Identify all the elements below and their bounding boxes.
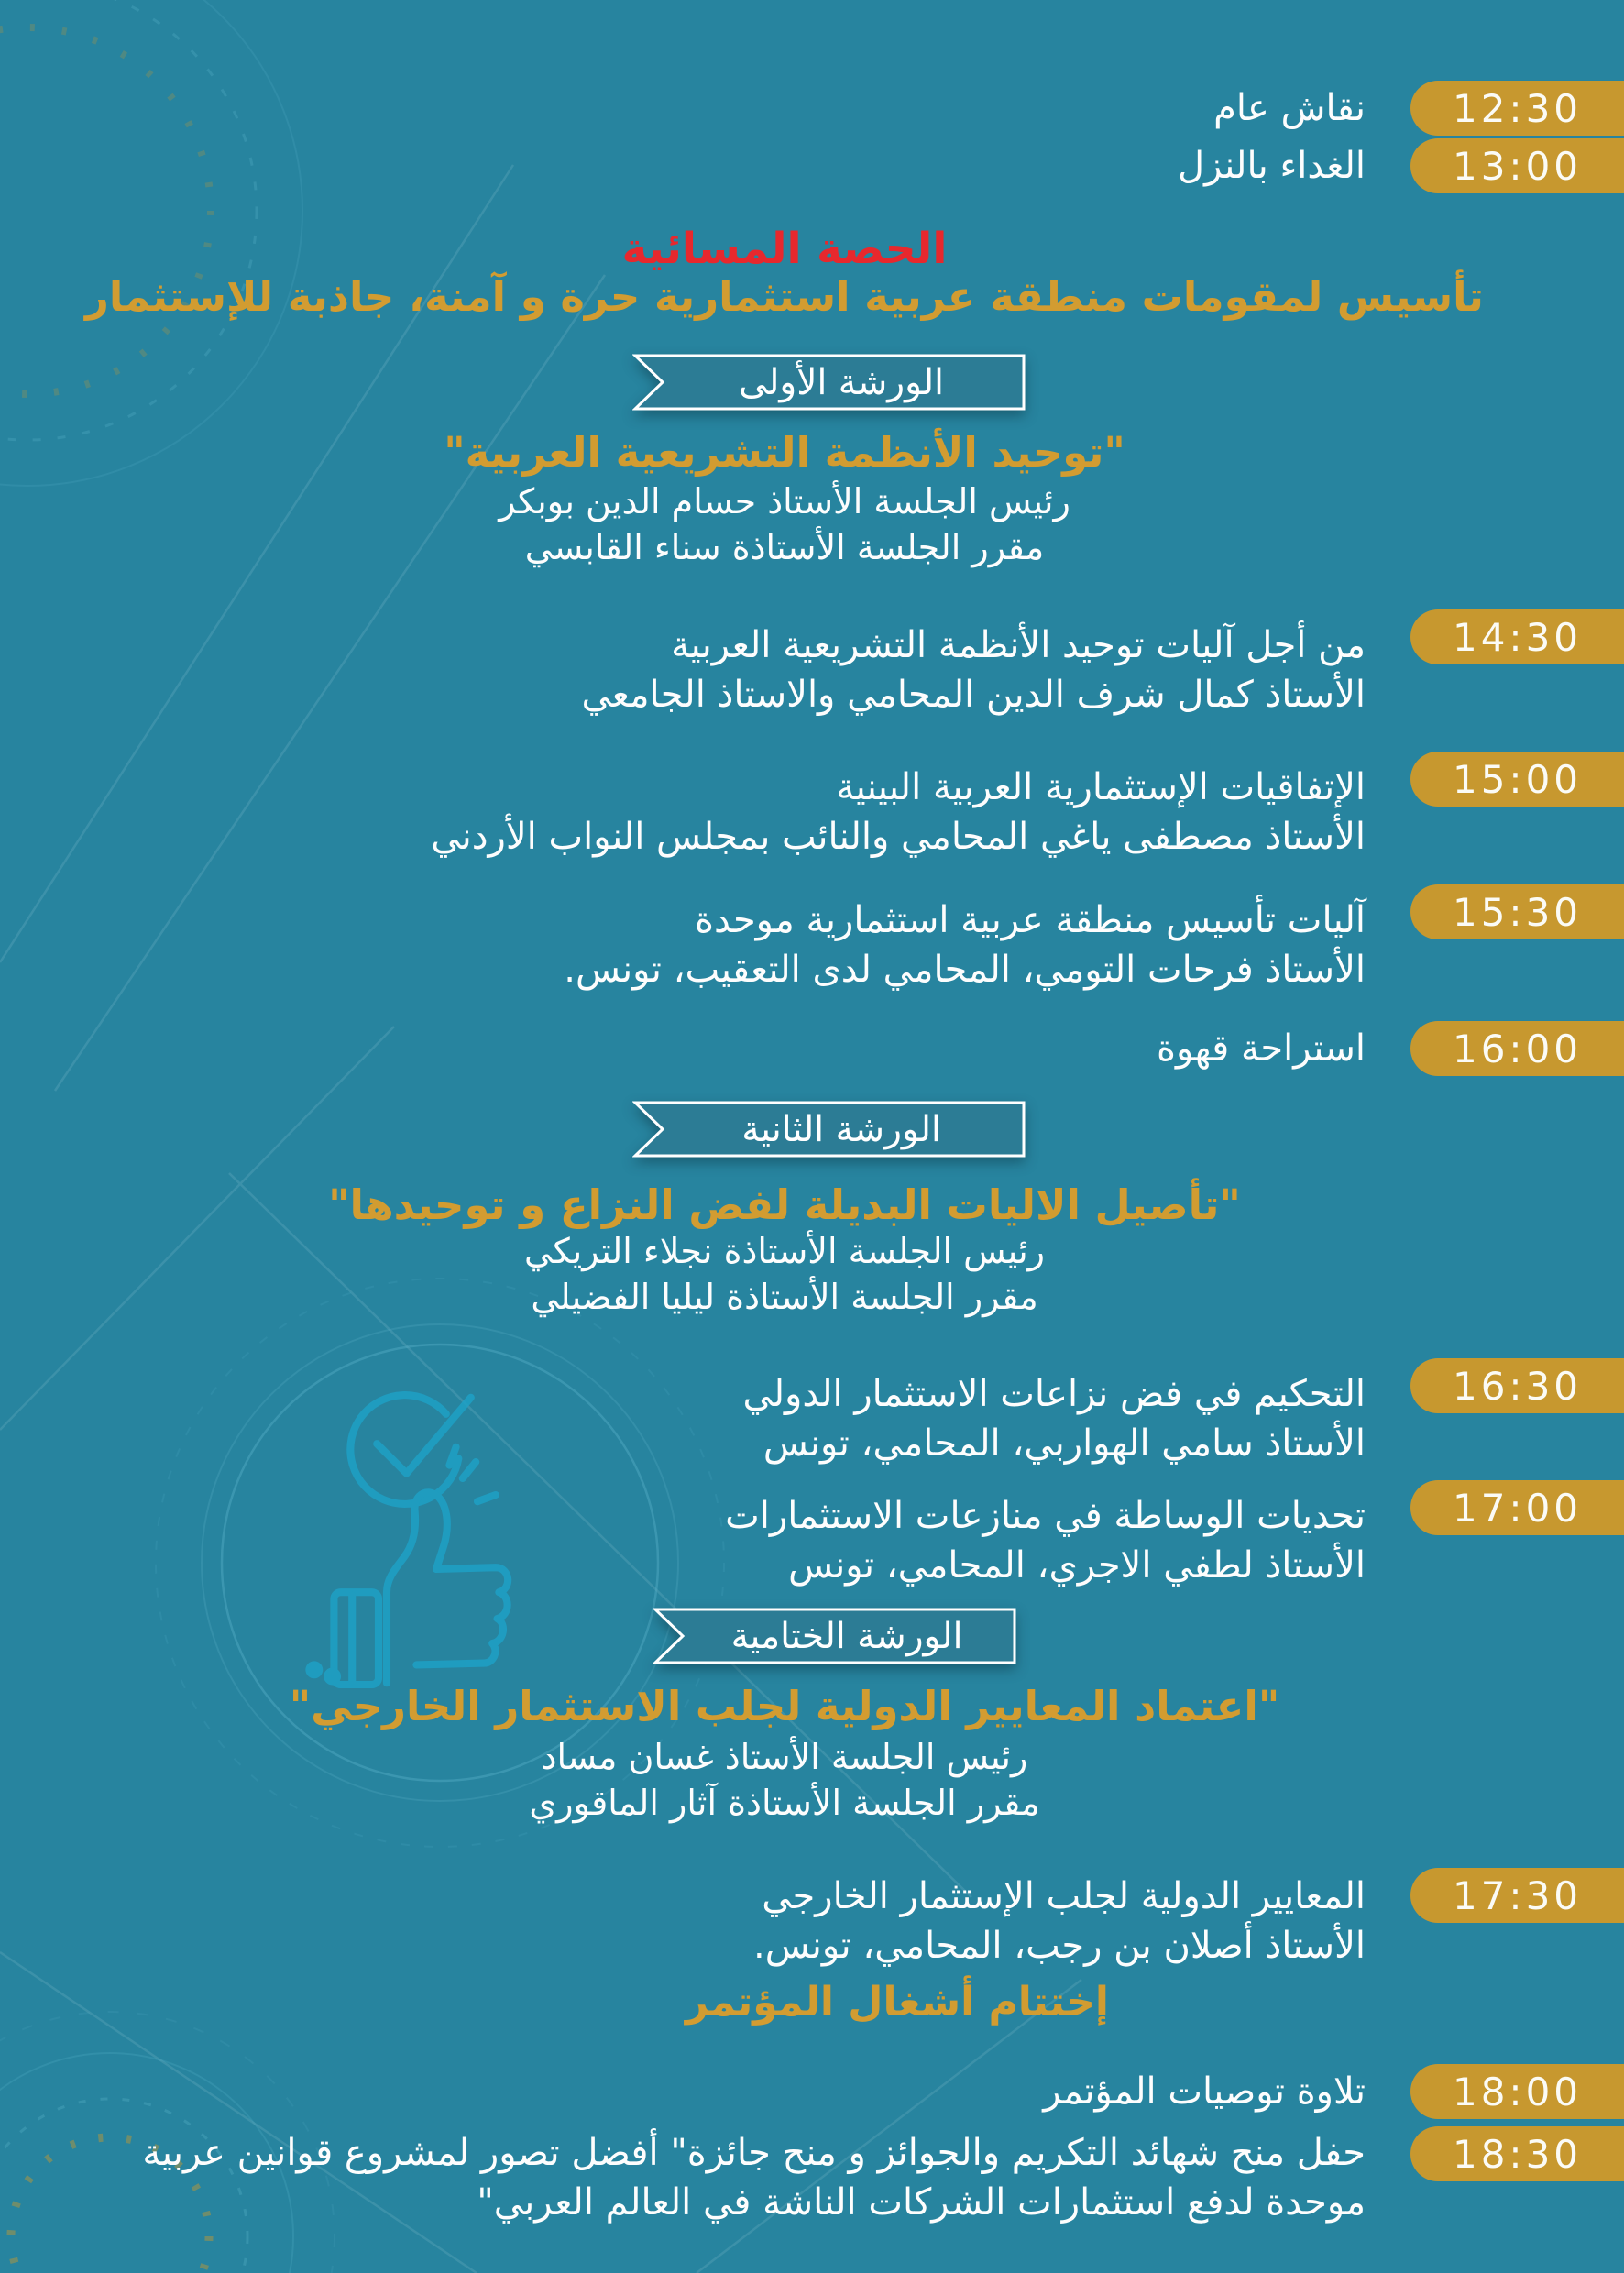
session-item: [581, 620, 1366, 719]
session-item: [725, 1491, 1366, 1590]
workshop-people: [0, 1228, 1569, 1320]
speaker-line: الأستاذ سامي الهواربي، المحامي، تونس: [763, 1422, 1366, 1465]
time-badge: [1410, 884, 1624, 939]
session-item: [742, 1369, 1366, 1468]
agenda-item-title: تلاوة توصيات المؤتمر: [1043, 2070, 1366, 2113]
session-item-title: التحكيم في فض نزاعات الاستثمار الدولي: [742, 1373, 1366, 1415]
time-label: 13:00: [1452, 143, 1583, 189]
agenda-item-title: الغداء بالنزل: [1178, 145, 1366, 187]
agenda-item-title: نقاش عام: [1213, 87, 1366, 129]
session-subtitle: تأسيس لمقومات منطقة عربية استثمارية حرة و آمنة، جاذبة للإستثمار: [85, 272, 1484, 321]
speaker-line: الأستاذ مصطفى ياغي المحامي والنائب بمجلس النواب الأردني: [431, 816, 1366, 858]
session-item-title: آليات تأسيس منطقة عربية استثمارية موحدة: [694, 899, 1366, 941]
time-badge: [1410, 2064, 1624, 2119]
workshop-title: "اعتماد المعايير الدولية لجلب الاستثمار الخارجي": [289, 1682, 1280, 1730]
workshop-title: "توحيد الأنظمة التشريعية العربية": [444, 428, 1125, 477]
time-badge: [1410, 1868, 1624, 1923]
speaker-line: الأستاذ كمال شرف الدين المحامي والاستاذ الجامعي: [581, 674, 1366, 716]
agenda-item-title: حفل منح شهائد التكريم والجوائز و منح جائزة" أفضل تصور لمشروع قوانين عربية موحدة لدفع استثمارات الشركات الناشة في العالم العربي": [142, 2132, 1366, 2224]
session-item-title: من أجل آليات توحيد الأنظمة التشريعية العربية: [671, 624, 1366, 666]
time-badge: [1410, 138, 1624, 193]
chair-line: رئيس الجلسة الأستاذة نجلاء التريكي: [523, 1231, 1046, 1271]
session-item-title: الإتفاقيات الإستثمارية العربية البينية: [836, 766, 1366, 808]
workshop-people: [0, 1734, 1569, 1826]
time-badge: [1410, 609, 1624, 664]
time-label: 18:00: [1452, 2069, 1583, 2114]
workshop-banner: [653, 1607, 1017, 1665]
time-badge: [1410, 752, 1624, 807]
speaker-line: الأستاذ فرحات التومي، المحامي لدى التعقيب، تونس.: [564, 949, 1366, 991]
workshop-banner-label: الورشة الأولى: [739, 361, 944, 403]
workshop-banner: [632, 353, 1026, 412]
time-label: 17:30: [1452, 1872, 1583, 1918]
thumbs-up-check-icon: [255, 1379, 585, 1709]
speaker-line: الأستاذ أصلان بن رجب، المحامي، تونس.: [753, 1925, 1366, 1967]
workshop-people: [0, 478, 1569, 570]
workshop-title: "تأصيل الاليات البديلة لفض النزاع و توحيدها": [328, 1180, 1241, 1229]
speaker-line: الأستاذ لطفي الاجري، المحامي، تونس: [788, 1544, 1366, 1587]
workshop-banner: [632, 1100, 1026, 1158]
closing-heading: إختتام أشغال المؤتمر: [685, 1979, 1109, 2026]
agenda-item-title: استراحة قهوة: [1157, 1027, 1366, 1070]
session-item-title: المعايير الدولية لجلب الإستثمار الخارجي: [762, 1875, 1366, 1917]
time-label: 16:30: [1452, 1363, 1583, 1409]
session-title: الحصة المسائية: [621, 224, 948, 274]
time-label: 17:00: [1452, 1485, 1583, 1531]
rapporteur-line: مقرر الجلسة الأستاذة سناء القابسي: [524, 527, 1045, 567]
time-label: 16:00: [1452, 1026, 1583, 1071]
time-badge: [1410, 81, 1624, 136]
time-badge: [1410, 1480, 1624, 1535]
workshop-banner-label: الورشة الختامية: [730, 1615, 963, 1657]
chair-line: رئيس الجلسة الأستاذ حسام الدين بوبكر: [499, 481, 1070, 522]
time-badge: [1410, 2126, 1624, 2181]
time-badge: [1410, 1021, 1624, 1076]
rapporteur-line: مقرر الجلسة الأستاذة آثار الماقوري: [529, 1783, 1040, 1823]
time-label: 14:30: [1452, 614, 1583, 660]
time-label: 15:00: [1452, 756, 1583, 802]
session-item: [564, 895, 1366, 994]
session-item-title: تحديات الوساطة في منازعات الاستثمارات: [725, 1495, 1366, 1537]
time-label: 18:30: [1452, 2131, 1583, 2177]
chair-line: رئيس الجلسة الأستاذ غسان مساد: [541, 1737, 1028, 1777]
rapporteur-line: مقرر الجلسة الأستاذة ليليا الفضيلي: [531, 1277, 1038, 1317]
session-item: [753, 1872, 1366, 1971]
time-badge: [1410, 1358, 1624, 1413]
workshop-banner-label: الورشة الثانية: [741, 1108, 941, 1150]
session-item: [431, 763, 1366, 862]
time-label: 15:30: [1452, 889, 1583, 935]
time-label: 12:30: [1452, 85, 1583, 131]
